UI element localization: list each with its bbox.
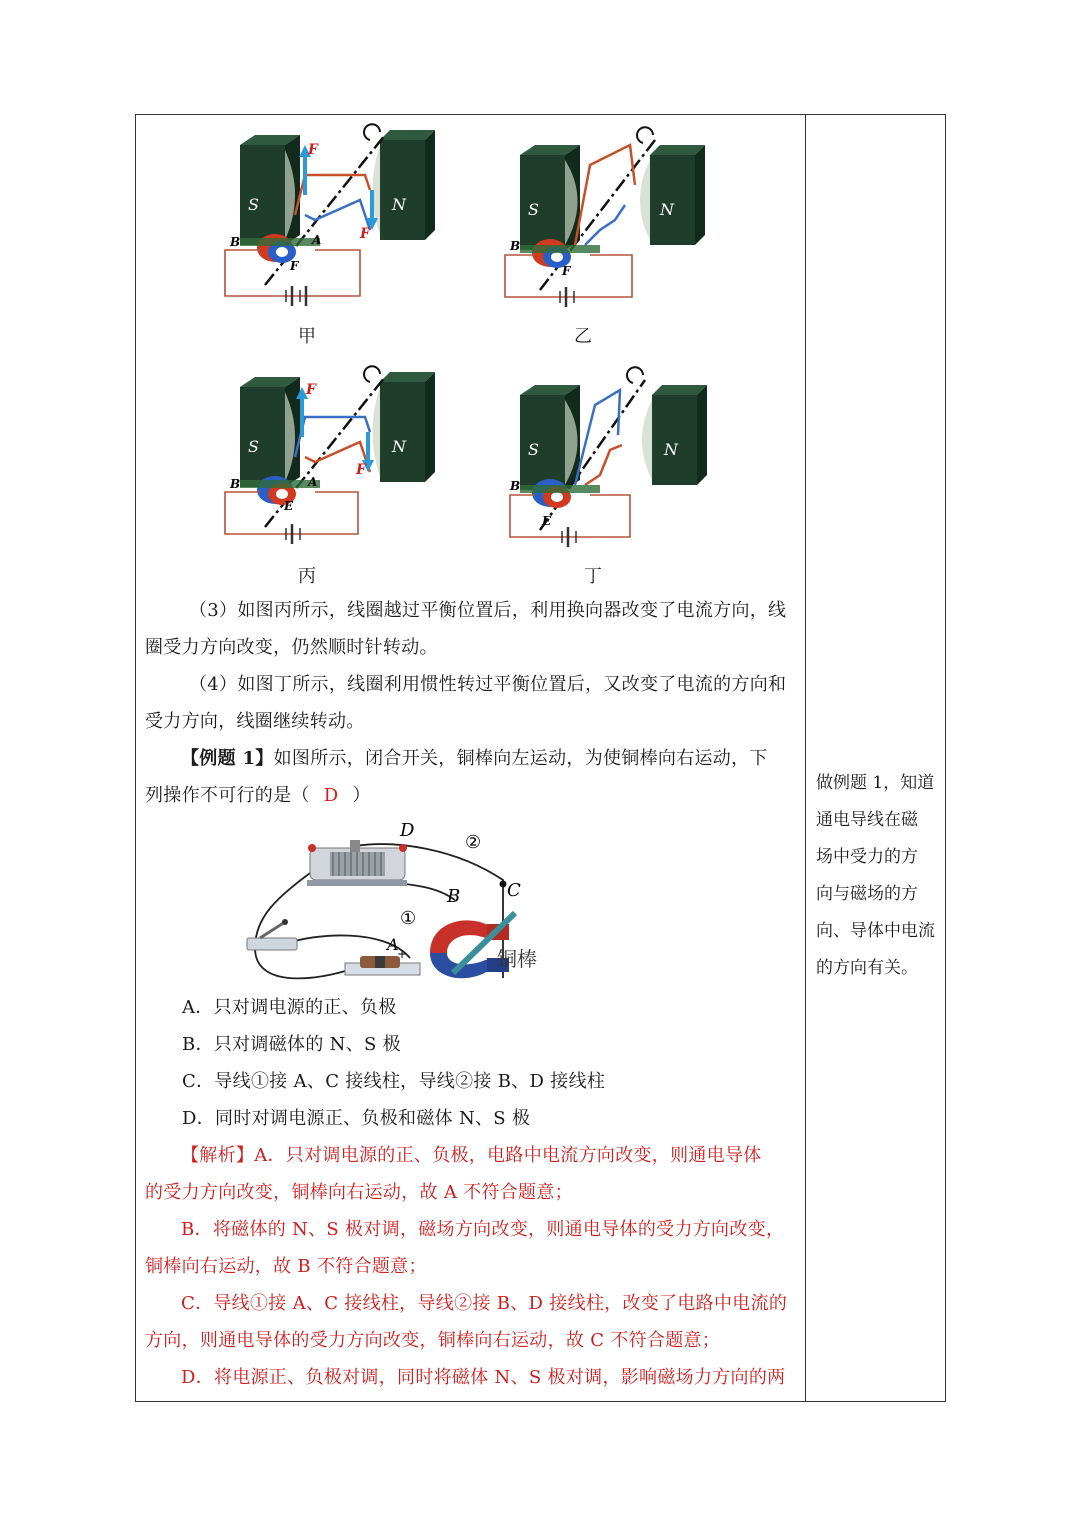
sidebar-note bbox=[816, 765, 940, 987]
circuit-plus: + bbox=[397, 947, 408, 961]
para-3-line-2: 圈受力方向改变，仍然顺时针转动。 bbox=[145, 637, 438, 658]
motor-figure-yi bbox=[500, 125, 720, 315]
column-divider bbox=[805, 114, 806, 1402]
circuit-label-d: D bbox=[400, 820, 415, 841]
label-b: B bbox=[510, 239, 521, 253]
label-f-right: F bbox=[360, 226, 370, 242]
sidebar-line: 的方向有关。 bbox=[816, 958, 918, 978]
analysis-line-1 bbox=[145, 1137, 800, 1174]
label-f-bottom: F bbox=[562, 264, 571, 278]
label-a: A bbox=[308, 475, 318, 489]
label-e: E bbox=[542, 514, 552, 528]
label-f-top: F bbox=[308, 142, 318, 158]
label-n: N bbox=[660, 200, 674, 219]
example-text: 如图所示，闭合开关，铜棒向左运动，为使铜棒向右运动，下 bbox=[273, 748, 768, 769]
analysis-line-4: 铜棒向右运动，故 B 不符合题意； bbox=[145, 1256, 427, 1277]
label-s: S bbox=[248, 195, 259, 214]
sidebar-line: 场中受力的方 bbox=[816, 847, 918, 867]
circuit-label-b: B bbox=[447, 886, 461, 907]
circuit-label-rod: 铜棒 bbox=[497, 947, 537, 971]
sidebar-line: 做例题 1，知道 bbox=[816, 773, 935, 793]
label-n: N bbox=[392, 437, 406, 456]
label-f-top: F bbox=[306, 382, 316, 398]
label-n: N bbox=[392, 195, 406, 214]
analysis-line-6: 方向，则通电导体的受力方向改变，铜棒向右运动，故 C 不符合题意； bbox=[145, 1330, 721, 1351]
para-4-line-2: 受力方向，线圈继续转动。 bbox=[145, 711, 365, 732]
example-tag: 【例题 1】 bbox=[181, 748, 274, 769]
example-line-2 bbox=[145, 777, 800, 814]
analysis-tag: 【解析】 bbox=[181, 1145, 255, 1166]
label-n: N bbox=[664, 440, 678, 459]
para-4-line-1: （4）如图丁所示，线圈利用惯性转过平衡位置后，又改变了电流的方向和 bbox=[189, 674, 787, 695]
caption-ding: 丁 bbox=[584, 566, 602, 587]
example-question-end: ） bbox=[352, 785, 371, 806]
option-a: A．只对调电源的正、负极 bbox=[182, 997, 397, 1018]
motor-figure-ding bbox=[500, 365, 720, 555]
analysis-line-5: C．导线①接 A、C 接线柱，导线②接 B、D 接线柱，改变了电路中电流的 bbox=[181, 1293, 788, 1314]
circuit-label-a: A bbox=[387, 935, 399, 954]
option-c: C．导线①接 A、C 接线柱，导线②接 B、D 接线柱 bbox=[182, 1071, 606, 1092]
label-b: B bbox=[510, 479, 521, 493]
label-e: E bbox=[284, 499, 294, 513]
analysis-line-7: D．将电源正、负极对调，同时将磁体 N、S 极对调，影响磁场力方向的两 bbox=[181, 1367, 786, 1388]
analysis-line-2: 的受力方向改变，铜棒向右运动，故 A 不符合题意； bbox=[145, 1182, 573, 1203]
caption-bing: 丙 bbox=[298, 566, 316, 587]
motor-figure-bing bbox=[220, 362, 440, 552]
motor-figure-jia bbox=[220, 120, 440, 310]
example-answer: D bbox=[323, 785, 339, 806]
circuit-label-c: C bbox=[507, 880, 521, 901]
example-line-1 bbox=[145, 740, 800, 777]
label-b: B bbox=[230, 235, 241, 249]
para-3-line-1: （3）如图丙所示，线圈越过平衡位置后，利用换向器改变了电流方向，线 bbox=[189, 600, 787, 621]
label-s: S bbox=[528, 200, 539, 219]
sidebar-line: 通电导线在磁 bbox=[816, 810, 918, 830]
label-b: B bbox=[230, 477, 241, 491]
option-d: D．同时对调电源正、负极和磁体 N、S 极 bbox=[182, 1108, 531, 1129]
label-f-right: F bbox=[356, 462, 366, 478]
caption-yi: 乙 bbox=[574, 326, 592, 347]
label-s: S bbox=[248, 437, 259, 456]
label-a: A bbox=[312, 233, 322, 247]
sidebar-line: 向与磁场的方 bbox=[816, 884, 918, 904]
label-f-bottom: F bbox=[290, 259, 299, 273]
sidebar-line: 向、导体中电流 bbox=[816, 921, 935, 941]
circuit-wire-1: ① bbox=[400, 908, 417, 929]
analysis-line-3: B．将磁体的 N、S 极对调，磁场方向改变，则通电导体的受力方向改变， bbox=[181, 1219, 785, 1240]
label-s: S bbox=[528, 440, 539, 459]
analysis-text-1: A．只对调电源的正、负极，电路中电流方向改变，则通电导体 bbox=[254, 1145, 762, 1166]
caption-jia: 甲 bbox=[298, 326, 316, 347]
example-question: 列操作不可行的是（ bbox=[145, 785, 310, 806]
circuit-figure bbox=[235, 818, 555, 988]
option-b: B．只对调磁体的 N、S 极 bbox=[182, 1034, 401, 1055]
circuit-wire-2: ② bbox=[465, 832, 482, 853]
